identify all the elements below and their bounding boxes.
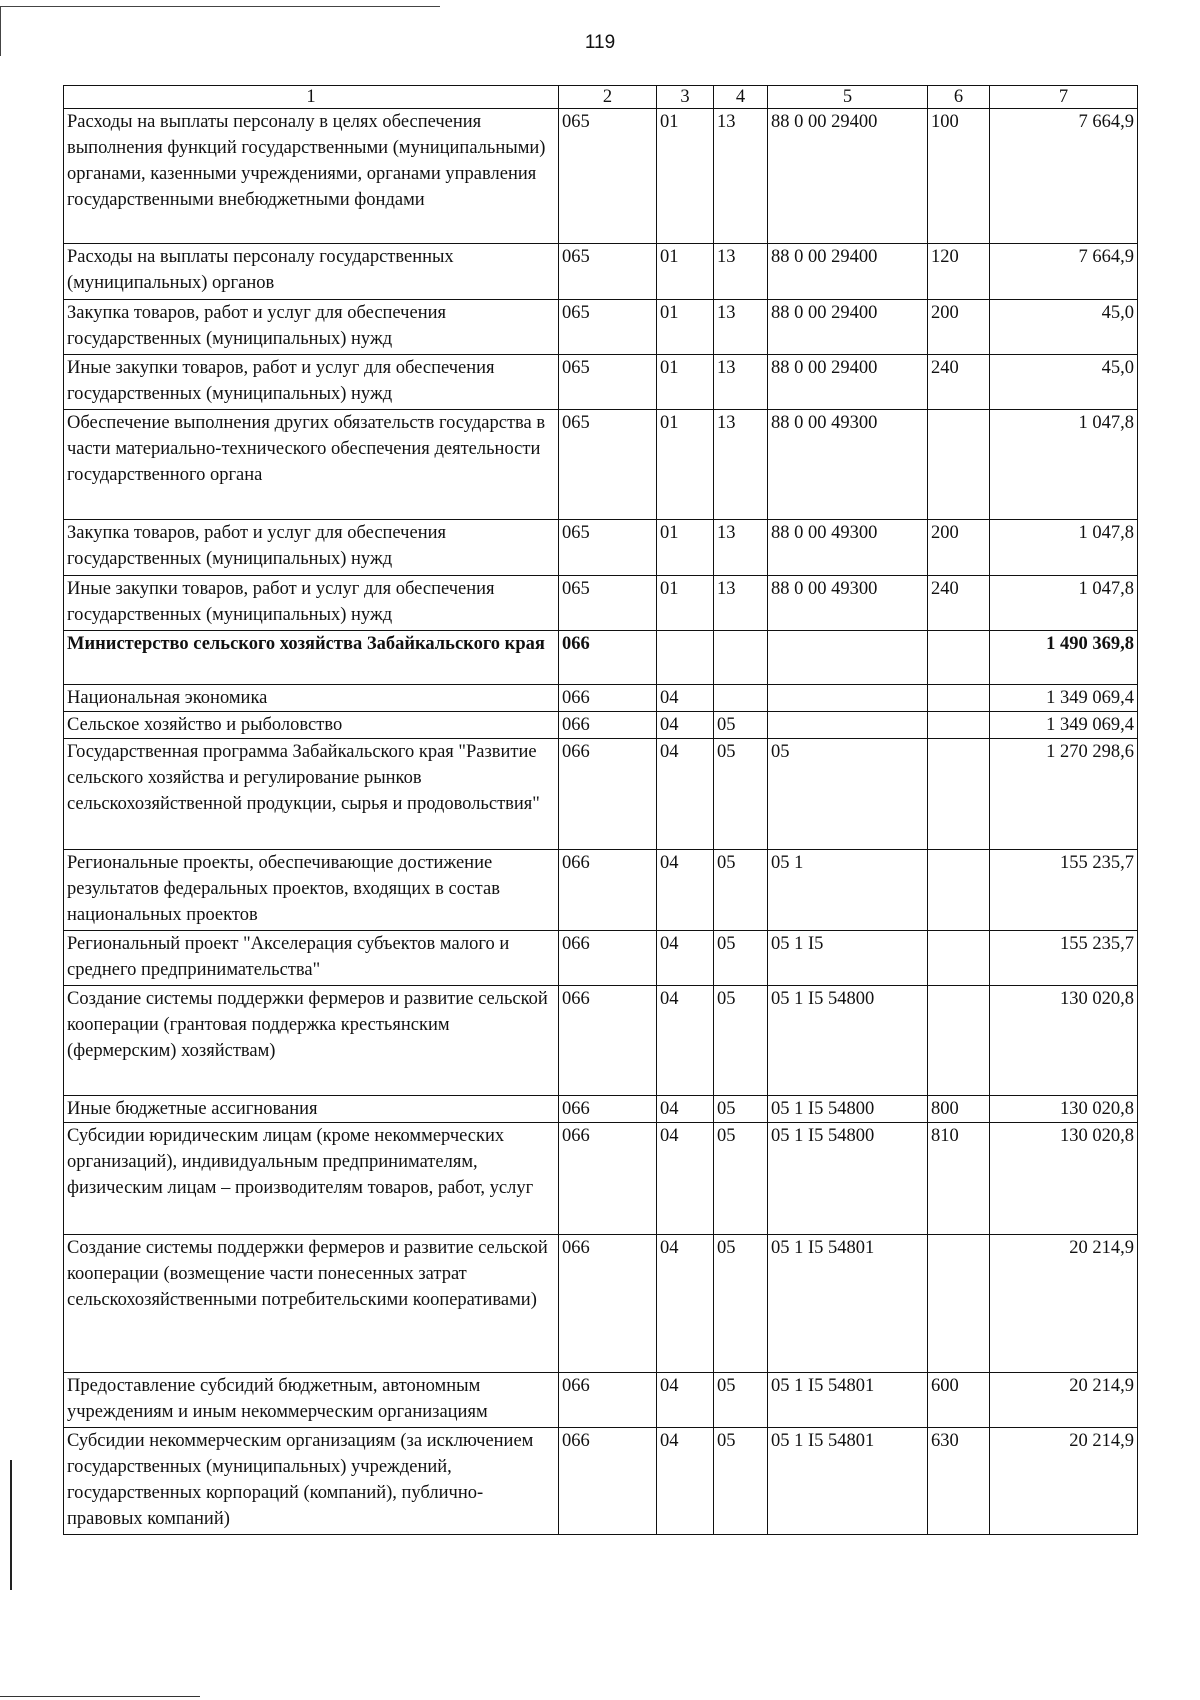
row-target-article-code bbox=[768, 631, 928, 685]
column-header: 7 bbox=[990, 86, 1138, 109]
row-expense-type-code: 630 bbox=[928, 1428, 990, 1535]
row-subsection-code bbox=[714, 685, 768, 712]
row-ministry-code: 066 bbox=[559, 1235, 657, 1373]
row-target-article-code: 05 1 bbox=[768, 850, 928, 931]
row-amount: 20 214,9 bbox=[990, 1373, 1138, 1428]
row-ministry-code: 066 bbox=[559, 1096, 657, 1123]
row-expense-type-code: 600 bbox=[928, 1373, 990, 1428]
row-target-article-code: 88 0 00 29400 bbox=[768, 300, 928, 355]
row-amount: 155 235,7 bbox=[990, 850, 1138, 931]
column-header: 6 bbox=[928, 86, 990, 109]
row-description: Закупка товаров, работ и услуг для обеспечения государственных (муниципальных) нужд bbox=[64, 300, 559, 355]
row-amount: 20 214,9 bbox=[990, 1235, 1138, 1373]
row-subsection-code: 13 bbox=[714, 300, 768, 355]
column-header: 4 bbox=[714, 86, 768, 109]
budget-table bbox=[63, 85, 1138, 1535]
row-description: Расходы на выплаты персоналу в целях обеспечения выполнения функций государственными (муниципальными) органами, казенными учреждениями, органами управления государственными внебюджетными фондами bbox=[64, 109, 559, 244]
row-expense-type-code bbox=[928, 931, 990, 986]
row-amount: 155 235,7 bbox=[990, 931, 1138, 986]
page-number: 119 bbox=[584, 32, 616, 53]
row-amount: 45,0 bbox=[990, 300, 1138, 355]
row-target-article-code: 88 0 00 29400 bbox=[768, 355, 928, 410]
row-description: Иные закупки товаров, работ и услуг для обеспечения государственных (муниципальных) нужд bbox=[64, 576, 559, 631]
table-row bbox=[64, 244, 1138, 300]
row-amount: 20 214,9 bbox=[990, 1428, 1138, 1535]
row-section-code bbox=[657, 631, 714, 685]
row-section-code: 04 bbox=[657, 685, 714, 712]
column-header: 5 bbox=[768, 86, 928, 109]
row-target-article-code bbox=[768, 712, 928, 739]
row-ministry-code: 065 bbox=[559, 410, 657, 520]
row-target-article-code: 88 0 00 49300 bbox=[768, 410, 928, 520]
row-ministry-code: 066 bbox=[559, 739, 657, 850]
row-amount: 45,0 bbox=[990, 355, 1138, 410]
table-row bbox=[64, 109, 1138, 244]
row-target-article-code: 05 1 I5 54801 bbox=[768, 1373, 928, 1428]
row-expense-type-code bbox=[928, 712, 990, 739]
row-amount: 130 020,8 bbox=[990, 986, 1138, 1096]
row-expense-type-code bbox=[928, 739, 990, 850]
row-description: Расходы на выплаты персоналу государственных (муниципальных) органов bbox=[64, 244, 559, 300]
row-amount: 130 020,8 bbox=[990, 1123, 1138, 1235]
row-subsection-code: 05 bbox=[714, 712, 768, 739]
row-section-code: 04 bbox=[657, 1428, 714, 1535]
table-row bbox=[64, 712, 1138, 739]
row-subsection-code: 05 bbox=[714, 1096, 768, 1123]
row-ministry-code: 066 bbox=[559, 712, 657, 739]
row-section-code: 04 bbox=[657, 712, 714, 739]
row-expense-type-code bbox=[928, 1235, 990, 1373]
table-row bbox=[64, 685, 1138, 712]
row-ministry-code: 065 bbox=[559, 109, 657, 244]
scan-edge-margin bbox=[10, 1460, 12, 1590]
table-row bbox=[64, 410, 1138, 520]
row-subsection-code: 05 bbox=[714, 1235, 768, 1373]
row-subsection-code: 13 bbox=[714, 244, 768, 300]
row-amount: 1 047,8 bbox=[990, 410, 1138, 520]
row-description: Иные закупки товаров, работ и услуг для обеспечения государственных (муниципальных) нужд bbox=[64, 355, 559, 410]
row-target-article-code: 05 1 I5 54801 bbox=[768, 1235, 928, 1373]
row-expense-type-code: 200 bbox=[928, 520, 990, 576]
column-header: 3 bbox=[657, 86, 714, 109]
row-expense-type-code bbox=[928, 685, 990, 712]
row-ministry-code: 066 bbox=[559, 631, 657, 685]
row-description: Сельское хозяйство и рыболовство bbox=[64, 712, 559, 739]
row-expense-type-code: 200 bbox=[928, 300, 990, 355]
row-section-code: 04 bbox=[657, 1123, 714, 1235]
row-description: Субсидии некоммерческим организациям (за исключением государственных (муниципальных) учреждений, государственных корпораций (компаний), публично-правовых компаний) bbox=[64, 1428, 559, 1535]
row-section-code: 01 bbox=[657, 300, 714, 355]
row-subsection-code: 13 bbox=[714, 355, 768, 410]
row-subsection-code: 13 bbox=[714, 410, 768, 520]
table-row bbox=[64, 631, 1138, 685]
row-expense-type-code bbox=[928, 986, 990, 1096]
row-subsection-code: 13 bbox=[714, 520, 768, 576]
row-section-code: 04 bbox=[657, 1373, 714, 1428]
row-ministry-code: 066 bbox=[559, 1373, 657, 1428]
row-ministry-code: 066 bbox=[559, 1123, 657, 1235]
scan-edge-bottom bbox=[0, 1696, 200, 1697]
row-target-article-code: 05 1 I5 54800 bbox=[768, 1123, 928, 1235]
row-expense-type-code: 810 bbox=[928, 1123, 990, 1235]
table-row bbox=[64, 1235, 1138, 1373]
row-amount: 130 020,8 bbox=[990, 1096, 1138, 1123]
row-section-code: 04 bbox=[657, 931, 714, 986]
row-section-code: 04 bbox=[657, 1235, 714, 1373]
row-subsection-code: 13 bbox=[714, 576, 768, 631]
row-amount: 1 349 069,4 bbox=[990, 712, 1138, 739]
table-row bbox=[64, 850, 1138, 931]
row-amount: 1 270 298,6 bbox=[990, 739, 1138, 850]
row-subsection-code: 05 bbox=[714, 931, 768, 986]
row-ministry-code: 065 bbox=[559, 244, 657, 300]
row-target-article-code: 88 0 00 49300 bbox=[768, 520, 928, 576]
row-section-code: 01 bbox=[657, 244, 714, 300]
row-ministry-code: 066 bbox=[559, 986, 657, 1096]
row-section-code: 04 bbox=[657, 1096, 714, 1123]
row-description: Предоставление субсидий бюджетным, автономным учреждениям и иным некоммерческим организациям bbox=[64, 1373, 559, 1428]
row-expense-type-code: 100 bbox=[928, 109, 990, 244]
row-target-article-code: 05 1 I5 bbox=[768, 931, 928, 986]
table-row bbox=[64, 1096, 1138, 1123]
row-expense-type-code: 240 bbox=[928, 576, 990, 631]
row-target-article-code bbox=[768, 685, 928, 712]
row-target-article-code: 05 1 I5 54801 bbox=[768, 1428, 928, 1535]
row-amount: 7 664,9 bbox=[990, 244, 1138, 300]
row-description: Создание системы поддержки фермеров и развитие сельской кооперации (грантовая поддержка крестьянским (фермерским) хозяйствам) bbox=[64, 986, 559, 1096]
row-section-code: 04 bbox=[657, 850, 714, 931]
row-description: Региональные проекты, обеспечивающие достижение результатов федеральных проектов, входящих в состав национальных проектов bbox=[64, 850, 559, 931]
row-description: Субсидии юридическим лицам (кроме некоммерческих организаций), индивидуальным предпринимателям, физическим лицам – производителям товаров, работ, услуг bbox=[64, 1123, 559, 1235]
row-expense-type-code: 800 bbox=[928, 1096, 990, 1123]
row-ministry-code: 066 bbox=[559, 685, 657, 712]
table-row bbox=[64, 355, 1138, 410]
row-target-article-code: 88 0 00 29400 bbox=[768, 109, 928, 244]
row-ministry-code: 065 bbox=[559, 300, 657, 355]
row-ministry-code: 065 bbox=[559, 355, 657, 410]
row-description: Региональный проект "Акселерация субъектов малого и среднего предпринимательства" bbox=[64, 931, 559, 986]
row-section-code: 01 bbox=[657, 109, 714, 244]
row-subsection-code: 05 bbox=[714, 850, 768, 931]
row-amount: 1 490 369,8 bbox=[990, 631, 1138, 685]
row-ministry-code: 066 bbox=[559, 850, 657, 931]
row-subsection-code: 13 bbox=[714, 109, 768, 244]
row-amount: 1 047,8 bbox=[990, 520, 1138, 576]
row-ministry-code: 065 bbox=[559, 520, 657, 576]
row-amount: 7 664,9 bbox=[990, 109, 1138, 244]
table-row bbox=[64, 1123, 1138, 1235]
row-ministry-code: 066 bbox=[559, 1428, 657, 1535]
table-row bbox=[64, 576, 1138, 631]
row-expense-type-code bbox=[928, 410, 990, 520]
row-ministry-code: 065 bbox=[559, 576, 657, 631]
row-subsection-code: 05 bbox=[714, 1373, 768, 1428]
column-header: 1 bbox=[64, 86, 559, 109]
row-target-article-code: 05 bbox=[768, 739, 928, 850]
row-expense-type-code: 240 bbox=[928, 355, 990, 410]
row-description: Государственная программа Забайкальского края "Развитие сельского хозяйства и регулирование рынков сельскохозяйственной продукции, сырья и продовольствия" bbox=[64, 739, 559, 850]
column-number-header-row bbox=[64, 86, 1138, 109]
row-description: Национальная экономика bbox=[64, 685, 559, 712]
row-expense-type-code bbox=[928, 850, 990, 931]
table-row bbox=[64, 986, 1138, 1096]
scan-edge-top bbox=[0, 6, 440, 7]
table-body bbox=[64, 109, 1138, 1535]
row-subsection-code: 05 bbox=[714, 1123, 768, 1235]
row-subsection-code: 05 bbox=[714, 1428, 768, 1535]
row-section-code: 01 bbox=[657, 355, 714, 410]
row-section-code: 01 bbox=[657, 576, 714, 631]
row-description: Закупка товаров, работ и услуг для обеспечения государственных (муниципальных) нужд bbox=[64, 520, 559, 576]
row-subsection-code: 05 bbox=[714, 986, 768, 1096]
row-section-code: 01 bbox=[657, 520, 714, 576]
row-section-code: 04 bbox=[657, 739, 714, 850]
row-amount: 1 349 069,4 bbox=[990, 685, 1138, 712]
table-row bbox=[64, 1428, 1138, 1535]
table-row bbox=[64, 300, 1138, 355]
row-expense-type-code: 120 bbox=[928, 244, 990, 300]
row-ministry-code: 066 bbox=[559, 931, 657, 986]
row-section-code: 04 bbox=[657, 986, 714, 1096]
row-target-article-code: 88 0 00 49300 bbox=[768, 576, 928, 631]
row-description: Обеспечение выполнения других обязательств государства в части материально-технического обеспечения деятельности государственного органа bbox=[64, 410, 559, 520]
row-description: Создание системы поддержки фермеров и развитие сельской кооперации (возмещение части понесенных затрат сельскохозяйственными потребительскими кооперативами) bbox=[64, 1235, 559, 1373]
table-row bbox=[64, 1373, 1138, 1428]
row-subsection-code bbox=[714, 631, 768, 685]
row-description: Министерство сельского хозяйства Забайкальского края bbox=[64, 631, 559, 685]
column-header: 2 bbox=[559, 86, 657, 109]
row-section-code: 01 bbox=[657, 410, 714, 520]
row-expense-type-code bbox=[928, 631, 990, 685]
row-target-article-code: 88 0 00 29400 bbox=[768, 244, 928, 300]
row-target-article-code: 05 1 I5 54800 bbox=[768, 1096, 928, 1123]
row-subsection-code: 05 bbox=[714, 739, 768, 850]
table-row bbox=[64, 931, 1138, 986]
row-target-article-code: 05 1 I5 54800 bbox=[768, 986, 928, 1096]
row-amount: 1 047,8 bbox=[990, 576, 1138, 631]
table-row bbox=[64, 520, 1138, 576]
row-description: Иные бюджетные ассигнования bbox=[64, 1096, 559, 1123]
table-row bbox=[64, 739, 1138, 850]
